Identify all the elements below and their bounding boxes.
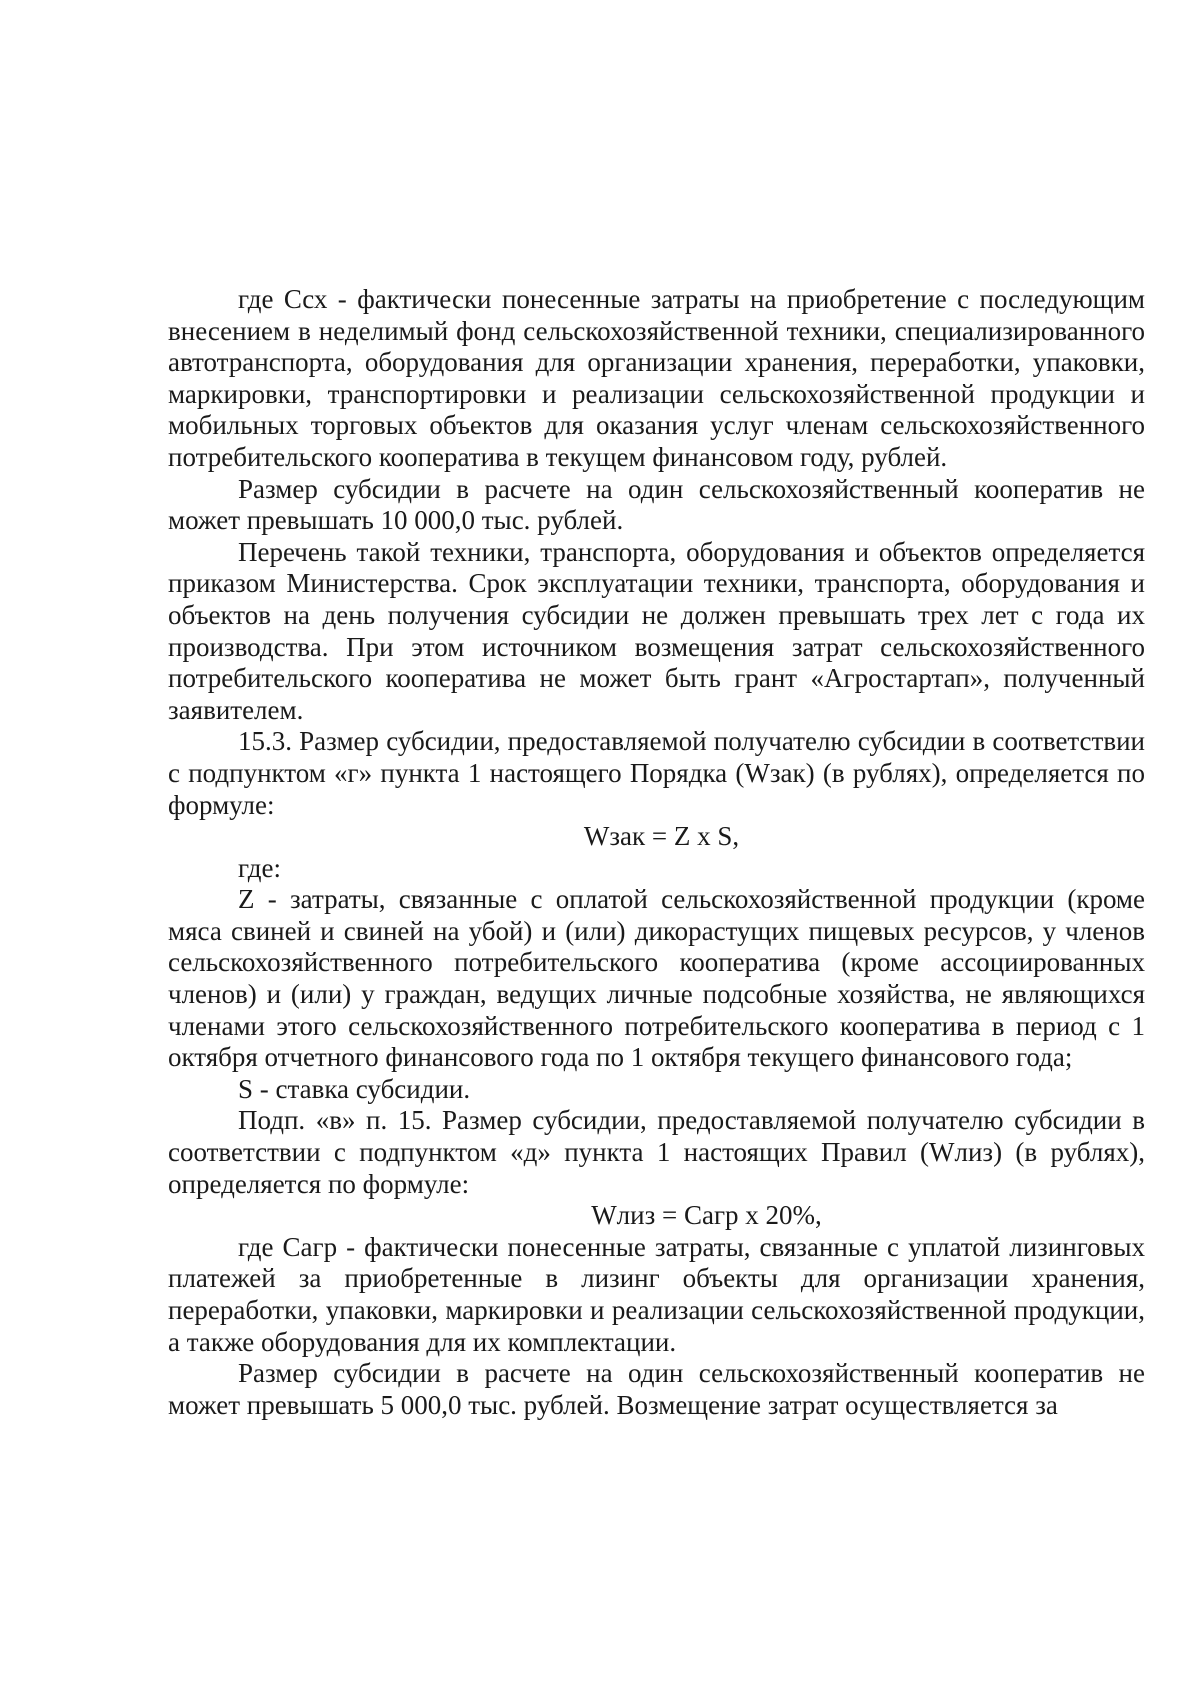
paragraph-where: где: — [238, 852, 281, 883]
paragraph-leasing-limit: Размер субсидии в расчете на один сельскохозяйственный кооператив не может превышать 5 000,0 тыс. рублей. Возмещение затрат осуществляется за — [168, 1358, 1145, 1420]
paragraph-z-definition: Z - затраты, связанные с оплатой сельскохозяйственной продукции (кроме мяса свиней и свиней на убой) и (или) дикорастущих пищевых ресурсов, у членов сельскохозяйственного потребительского кооператива (кроме ассоциированных членов) и (или) у граждан, ведущих личные подсобные хозяйства, не являющихся членами этого сельскохозяйственного потребительского кооператива в период с 1 октября отчетного финансового года по 1 октября текущего финансового года; — [168, 884, 1145, 1073]
paragraph-costs-definition: где Ссх - фактически понесенные затраты на приобретение с последующим внесением в неделимый фонд сельскохозяйственной техники, специализированного автотранспорта, оборудования для организации хранения, переработки, упаковки, маркировки, транспортировки и реализации сельскохозяйственной продукции и мобильных торговых объектов для оказания услуг членам сельскохозяйственного потребительского кооператива в текущем финансовом году, рублей. — [168, 284, 1145, 472]
formula-wliz: Wлиз = Сагр х 20%, — [591, 1200, 822, 1231]
paragraph-subsection-v: Подп. «в» п. 15. Размер субсидии, предоставляемой получателю субсидии в соответствии с подпунктом «д» пункта 1 настоящих Правил (Wлиз) (в рублях), определяется по формуле: — [168, 1105, 1145, 1199]
paragraph-section-15-3: 15.3. Размер субсидии, предоставляемой получателю субсидии в соответствии с подпунктом «г» пункта 1 настоящего Порядка (Wзак) (в рублях), определяется по формуле: — [168, 726, 1145, 820]
paragraph-equipment-list: Перечень такой техники, транспорта, оборудования и объектов определяется приказом Министерства. Срок эксплуатации техники, транспорта, оборудования и объектов на день получения субсидии не должен превышать трех лет с года их производства. При этом источником возмещения затрат сельскохозяйственного потребительского кооператива не может быть грант «Агростартап», полученный заявителем. — [168, 536, 1145, 725]
document-page — [168, 284, 1145, 1421]
paragraph-s-definition: S - ставка субсидии. — [238, 1073, 471, 1104]
paragraph-subsidy-limit: Размер субсидии в расчете на один сельскохозяйственный кооператив не может превышать 10 000,0 тыс. рублей. — [168, 473, 1145, 536]
paragraph-sagr-definition: где Сагр - фактически понесенные затраты, связанные с уплатой лизинговых платежей за приобретенные в лизинг объекты для организации хранения, переработки, упаковки, маркировки и реализации сельскохозяйственной продукции, а также оборудования для их комплектации. — [168, 1231, 1145, 1357]
formula-wzak: Wзак = Z x S, — [583, 821, 740, 852]
